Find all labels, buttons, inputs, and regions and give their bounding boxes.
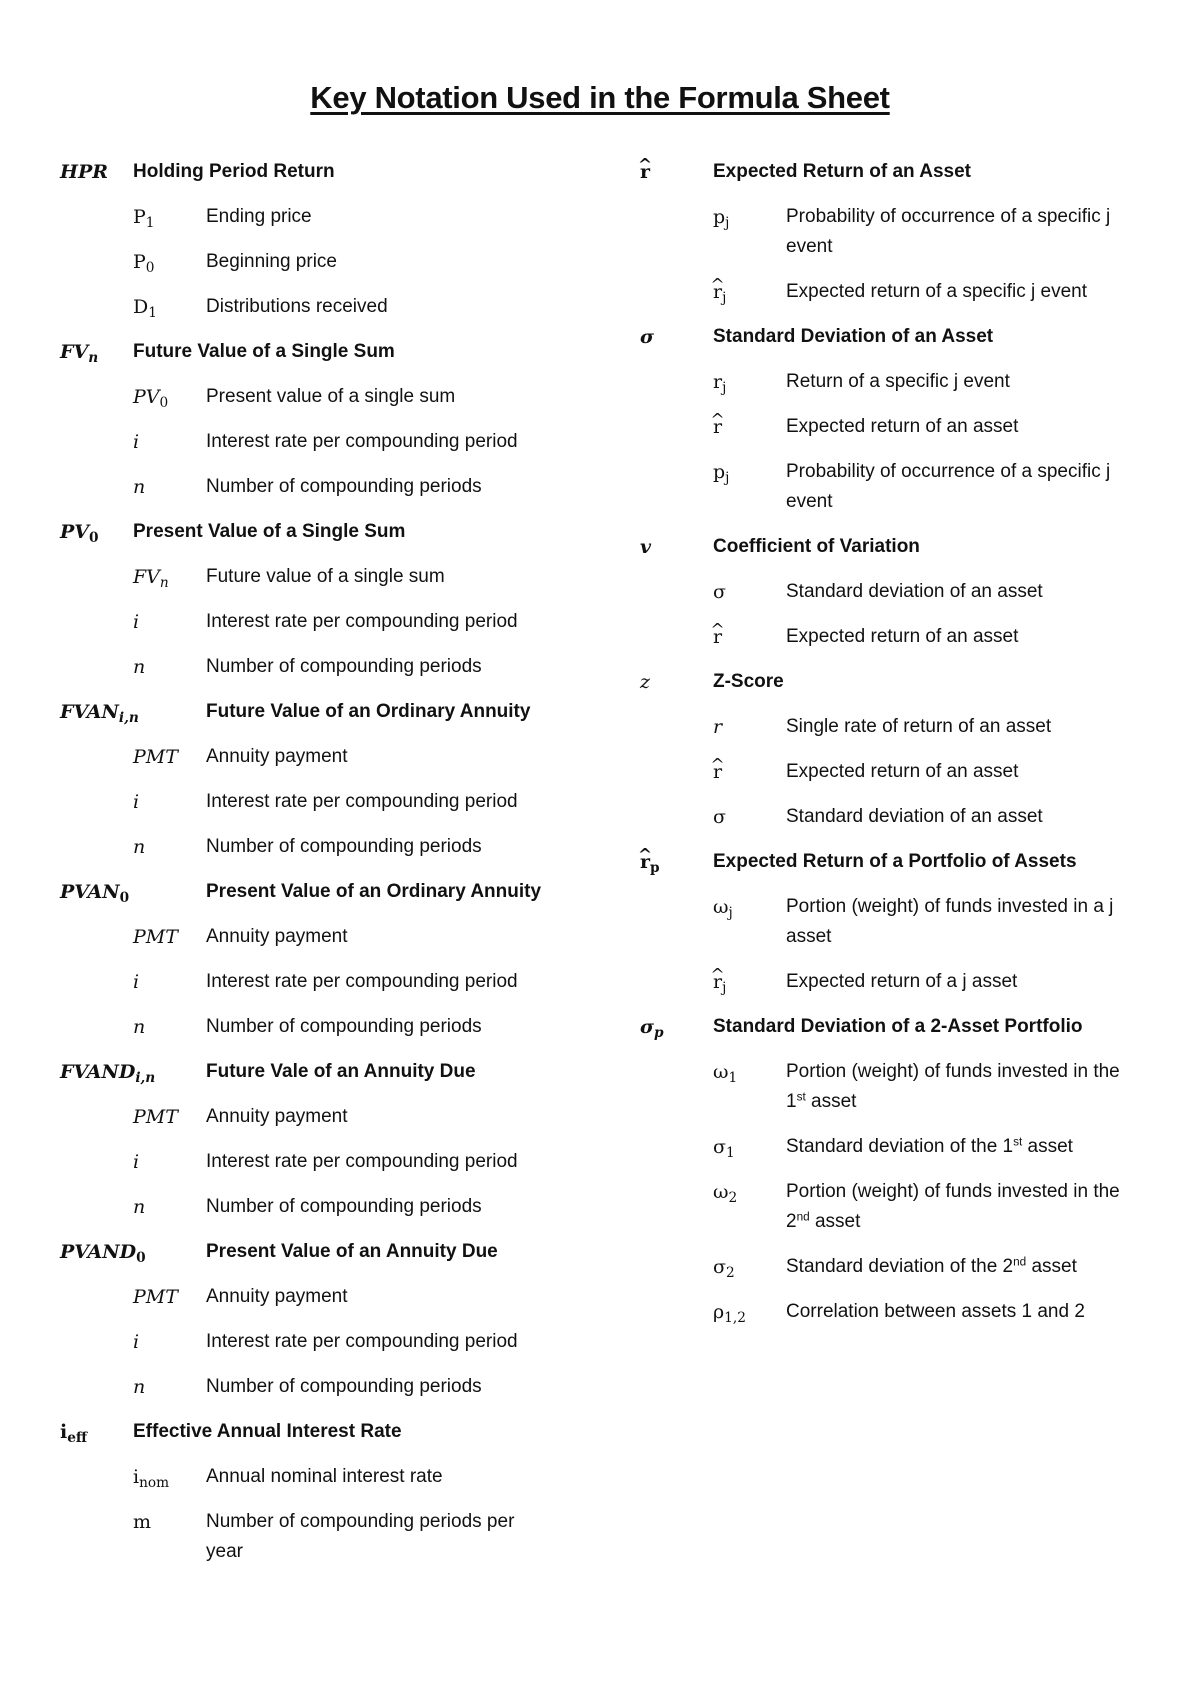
group-symbol: z bbox=[640, 671, 651, 693]
group-title: Future Value of a Single Sum bbox=[133, 341, 395, 362]
group-heading bbox=[60, 1237, 560, 1267]
item-description: Expected return of an asset bbox=[786, 416, 1019, 437]
item-symbol: n bbox=[133, 1196, 146, 1218]
notation-item bbox=[60, 1102, 560, 1132]
item-symbol: $r_j$ bbox=[713, 371, 727, 396]
item-description: Annuity payment bbox=[206, 746, 348, 767]
group-symbol: $FVAN_{i,n}$ bbox=[60, 701, 139, 726]
group-title: Present Value of an Ordinary Annuity bbox=[206, 881, 542, 902]
item-description: Ending price bbox=[206, 206, 312, 227]
notation-group-z-score bbox=[640, 667, 1140, 832]
item-symbol: $\omega_1$ bbox=[713, 1061, 738, 1086]
item-symbol: $FV_n$ bbox=[133, 566, 169, 591]
item-description: Interest rate per compounding period bbox=[206, 431, 518, 452]
item-symbol: PMT bbox=[133, 1286, 178, 1308]
item-description: Standard deviation of an asset bbox=[786, 806, 1043, 827]
left-column bbox=[60, 157, 560, 1582]
item-description: Number of compounding periods bbox=[206, 1016, 482, 1037]
item-description: Probability of occurrence of a specific j event bbox=[786, 206, 1111, 257]
item-symbol: i bbox=[133, 791, 140, 813]
item-symbol: $PV_0$ bbox=[133, 386, 169, 411]
notation-item bbox=[60, 562, 560, 592]
group-symbol: HPR bbox=[60, 161, 109, 183]
notation-item bbox=[60, 1462, 560, 1492]
notation-group-fvand bbox=[60, 1057, 560, 1222]
group-heading bbox=[640, 1012, 1140, 1042]
group-heading bbox=[60, 697, 560, 727]
item-symbol: ^ $r_j$ bbox=[713, 967, 786, 997]
item-symbol: ^ r bbox=[713, 757, 786, 787]
group-symbol: $PVAND_0$ bbox=[60, 1241, 146, 1266]
item-description: Annual nominal interest rate bbox=[206, 1466, 443, 1487]
item-description: Standard deviation of the 2nd asset bbox=[786, 1255, 1077, 1277]
notation-item bbox=[60, 607, 560, 637]
notation-item bbox=[640, 1057, 1140, 1117]
item-description: Number of compounding periods per year bbox=[206, 1511, 515, 1562]
notation-item bbox=[60, 1012, 560, 1042]
notation-item bbox=[60, 787, 560, 817]
group-title: Standard Deviation of a 2-Asset Portfolio bbox=[713, 1016, 1083, 1037]
group-title: Present Value of a Single Sum bbox=[133, 521, 406, 542]
notation-item bbox=[640, 712, 1140, 742]
item-symbol: PMT bbox=[133, 746, 178, 768]
item-description: Single rate of return of an asset bbox=[786, 716, 1052, 737]
group-title: Expected Return of an Asset bbox=[713, 161, 971, 182]
notation-group-std-dev bbox=[640, 322, 1140, 517]
group-heading bbox=[640, 667, 1140, 697]
notation-group-pv bbox=[60, 517, 560, 682]
item-description: Present value of a single sum bbox=[206, 386, 456, 407]
notation-item bbox=[60, 382, 560, 412]
notation-group-ieff bbox=[60, 1417, 560, 1567]
notation-item bbox=[60, 742, 560, 772]
notation-item bbox=[640, 892, 1140, 952]
group-symbol: $FV_n$ bbox=[60, 341, 99, 366]
item-symbol: i bbox=[133, 611, 140, 633]
notation-item bbox=[640, 622, 1140, 652]
right-column bbox=[640, 157, 1140, 1342]
notation-item bbox=[60, 1327, 560, 1357]
notation-item bbox=[60, 967, 560, 997]
group-heading bbox=[60, 337, 560, 367]
group-heading bbox=[60, 157, 560, 187]
group-title: Holding Period Return bbox=[133, 161, 335, 182]
item-symbol: i bbox=[133, 971, 140, 993]
item-description: Probability of occurrence of a specific j event bbox=[786, 461, 1111, 512]
item-description: Number of compounding periods bbox=[206, 656, 482, 677]
group-title: Z-Score bbox=[713, 671, 784, 692]
item-description: Expected return of a specific j event bbox=[786, 281, 1087, 302]
item-description: Annuity payment bbox=[206, 1106, 348, 1127]
item-symbol: i bbox=[133, 1331, 140, 1353]
group-symbol: $i_{eff}$ bbox=[60, 1421, 88, 1446]
item-symbol: σ bbox=[713, 806, 726, 828]
item-description: Portion (weight) of funds invested in the 1st asset bbox=[786, 1061, 1120, 1112]
notation-item bbox=[60, 1282, 560, 1312]
item-description: Distributions received bbox=[206, 296, 388, 317]
item-description: Number of compounding periods bbox=[206, 836, 482, 857]
notation-item bbox=[640, 277, 1140, 307]
group-symbol: $FVAND_{i,n}$ bbox=[60, 1061, 156, 1086]
item-description: Future value of a single sum bbox=[206, 566, 445, 587]
group-title: Present Value of an Annuity Due bbox=[206, 1241, 498, 1262]
group-symbol: $PVAN_0$ bbox=[60, 881, 130, 906]
page-title: Key Notation Used in the Formula Sheet bbox=[310, 80, 890, 115]
item-symbol: n bbox=[133, 656, 146, 678]
item-symbol: σ bbox=[713, 581, 726, 603]
notation-item bbox=[640, 1252, 1140, 1282]
item-symbol: $\sigma_1$ bbox=[713, 1136, 735, 1161]
group-symbol: ^ $r_p$ bbox=[640, 847, 713, 877]
group-heading bbox=[60, 517, 560, 547]
group-title: Future Vale of an Annuity Due bbox=[206, 1061, 476, 1082]
item-symbol: $\rho_{1,2}$ bbox=[713, 1301, 746, 1326]
item-description: Number of compounding periods bbox=[206, 1376, 482, 1397]
item-symbol: n bbox=[133, 476, 146, 498]
notation-group-fv bbox=[60, 337, 560, 502]
notation-item bbox=[60, 922, 560, 952]
item-description: Expected return of an asset bbox=[786, 626, 1019, 647]
item-symbol: m bbox=[133, 1511, 152, 1533]
notation-item bbox=[60, 1372, 560, 1402]
notation-item bbox=[640, 202, 1140, 262]
notation-group-pvan bbox=[60, 877, 560, 1042]
item-symbol: n bbox=[133, 836, 146, 858]
item-symbol: $\omega_j$ bbox=[713, 896, 733, 921]
item-symbol: $p_j$ bbox=[713, 461, 730, 486]
item-description: Annuity payment bbox=[206, 926, 348, 947]
group-title: Coefficient of Variation bbox=[713, 536, 920, 557]
notation-item bbox=[640, 967, 1140, 997]
group-heading bbox=[60, 1417, 560, 1447]
notation-group-portfolio-std-dev bbox=[640, 1012, 1140, 1327]
group-heading bbox=[640, 847, 1140, 877]
group-symbol: $\sigma_p$ bbox=[640, 1016, 664, 1041]
item-description: Standard deviation of the 1st asset bbox=[786, 1135, 1073, 1157]
notation-item bbox=[60, 247, 560, 277]
notation-item bbox=[60, 472, 560, 502]
notation-item bbox=[60, 832, 560, 862]
item-description: Standard deviation of an asset bbox=[786, 581, 1043, 602]
notation-item bbox=[640, 412, 1140, 442]
item-description: Interest rate per compounding period bbox=[206, 1331, 518, 1352]
item-description: Expected return of an asset bbox=[786, 761, 1019, 782]
notation-item bbox=[640, 757, 1140, 787]
notation-group-expected-return bbox=[640, 157, 1140, 307]
group-heading bbox=[60, 1057, 560, 1087]
item-symbol: $P_1$ bbox=[133, 206, 155, 231]
notation-group-portfolio-return bbox=[640, 847, 1140, 997]
item-description: Interest rate per compounding period bbox=[206, 971, 518, 992]
item-symbol: PMT bbox=[133, 1106, 178, 1128]
notation-item bbox=[60, 1507, 560, 1567]
item-symbol: i bbox=[133, 1151, 140, 1173]
notation-item bbox=[640, 802, 1140, 832]
group-heading bbox=[640, 532, 1140, 562]
group-title: Effective Annual Interest Rate bbox=[133, 1421, 402, 1442]
item-symbol: $P_0$ bbox=[133, 251, 155, 276]
item-symbol: ^ $r_j$ bbox=[713, 277, 786, 307]
notation-item bbox=[640, 457, 1140, 517]
group-heading bbox=[60, 877, 560, 907]
notation-item bbox=[60, 652, 560, 682]
item-symbol: n bbox=[133, 1016, 146, 1038]
notation-item bbox=[60, 1147, 560, 1177]
item-symbol: PMT bbox=[133, 926, 178, 948]
item-description: Interest rate per compounding period bbox=[206, 791, 518, 812]
item-description: Expected return of a j asset bbox=[786, 971, 1018, 992]
item-symbol: $\omega_2$ bbox=[713, 1181, 738, 1206]
notation-item bbox=[640, 1132, 1140, 1162]
notation-item bbox=[60, 1192, 560, 1222]
item-symbol: r bbox=[713, 716, 723, 738]
item-description: Annuity payment bbox=[206, 1286, 348, 1307]
item-description: Portion (weight) of funds invested in the 2nd asset bbox=[786, 1181, 1120, 1232]
notation-group-pvand bbox=[60, 1237, 560, 1402]
item-symbol: $i_{nom}$ bbox=[133, 1466, 170, 1491]
notation-group-coef-variation bbox=[640, 532, 1140, 652]
item-symbol: $D_1$ bbox=[133, 296, 157, 321]
group-title: Future Value of an Ordinary Annuity bbox=[206, 701, 531, 722]
item-description: Beginning price bbox=[206, 251, 337, 272]
notation-item bbox=[60, 202, 560, 232]
item-description: Number of compounding periods bbox=[206, 476, 482, 497]
item-symbol: i bbox=[133, 431, 140, 453]
item-symbol: n bbox=[133, 1376, 146, 1398]
group-symbol: σ bbox=[640, 326, 655, 348]
notation-item bbox=[640, 1177, 1140, 1237]
notation-item bbox=[640, 577, 1140, 607]
item-symbol: ^ r bbox=[713, 412, 786, 442]
item-symbol: $p_j$ bbox=[713, 206, 730, 231]
notation-item bbox=[60, 292, 560, 322]
notation-item bbox=[640, 1297, 1140, 1327]
item-description: Correlation between assets 1 and 2 bbox=[786, 1301, 1085, 1322]
item-description: Portion (weight) of funds invested in a j asset bbox=[786, 896, 1114, 947]
group-symbol: v bbox=[640, 536, 652, 558]
item-description: Interest rate per compounding period bbox=[206, 1151, 518, 1172]
notation-item bbox=[640, 367, 1140, 397]
group-symbol: ^ r bbox=[640, 157, 713, 187]
group-heading bbox=[640, 322, 1140, 352]
item-symbol: $\sigma_2$ bbox=[713, 1256, 735, 1281]
item-description: Interest rate per compounding period bbox=[206, 611, 518, 632]
notation-item bbox=[60, 427, 560, 457]
notation-group-hpr bbox=[60, 157, 560, 322]
item-description: Number of compounding periods bbox=[206, 1196, 482, 1217]
group-symbol: $PV_0$ bbox=[60, 521, 99, 546]
item-description: Return of a specific j event bbox=[786, 371, 1010, 392]
group-heading bbox=[640, 157, 1140, 187]
item-symbol: ^ r bbox=[713, 622, 786, 652]
group-title: Standard Deviation of an Asset bbox=[713, 326, 994, 347]
notation-group-fvan bbox=[60, 697, 560, 862]
group-title: Expected Return of a Portfolio of Assets bbox=[713, 851, 1077, 872]
